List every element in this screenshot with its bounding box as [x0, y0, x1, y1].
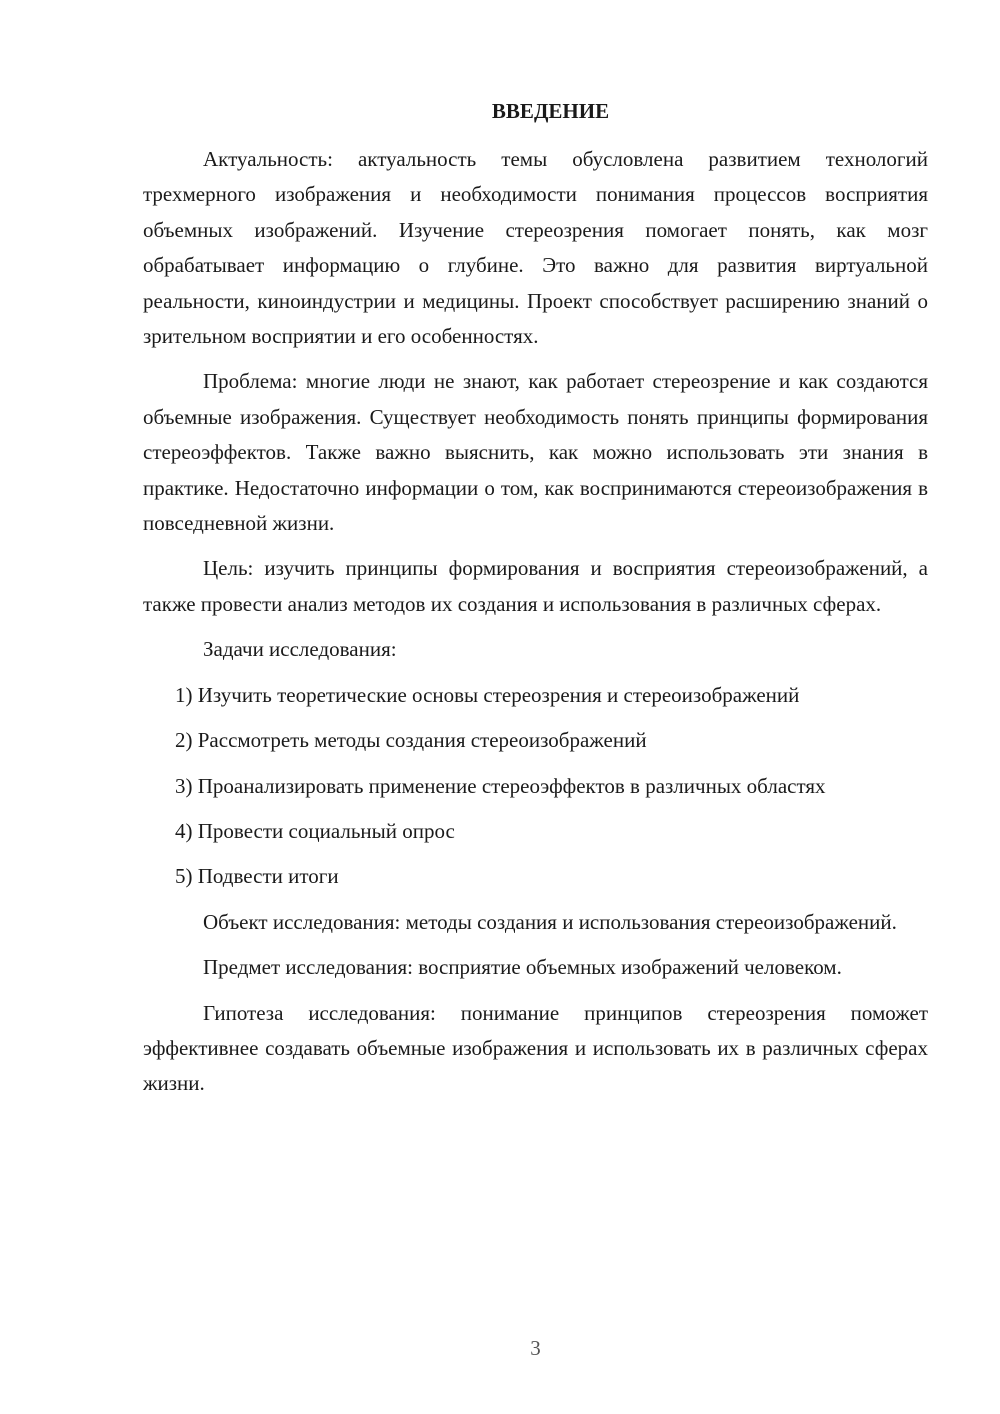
relevance-paragraph: Актуальность: актуальность темы обусловлена развитием технологий трехмерного изображения и необходимости понимания процессов восприятия объемных изображений. Изучение стереозрения помогает понять, как мозг обрабатывает информацию о глубине. Это важно для развития виртуальной реальности, киноиндустрии и медицины. Проект способствует расширению знаний о зрительном восприятии и его особенностях.	[143, 147, 928, 349]
task-item-2: 2) Рассмотреть методы создания стереоизображений	[175, 728, 647, 753]
document-page	[143, 0, 928, 1414]
hypothesis-paragraph: Гипотеза исследования: понимание принципов стереозрения поможет эффективнее создавать объемные изображения и использовать их в различных сферах жизни.	[143, 1000, 928, 1096]
problem-paragraph: Проблема: многие люди не знают, как работает стереозрение и как создаются объемные изображения. Существует необходимость понять принципы формирования стереоэффектов. Также важно выяснить, как можно использовать эти знания в практике. Недостаточно информации о том, как воспринимаются стереоизображения в повседневной жизни.	[143, 369, 928, 536]
subject-paragraph: Предмет исследования: восприятие объемных изображений человеком.	[203, 955, 842, 980]
task-item-3: 3) Проанализировать применение стереоэффектов в различных областях	[175, 773, 826, 798]
page-number: 3	[530, 1336, 541, 1360]
object-paragraph: Объект исследования: методы создания и использования стереоизображений.	[203, 909, 897, 934]
goal-paragraph: Цель: изучить принципы формирования и восприятия стереоизображений, а также провести анализ методов их создания и использования в различных сферах.	[143, 556, 928, 616]
task-item-5: 5) Подвести итоги	[175, 864, 339, 889]
task-item-1: 1) Изучить теоретические основы стереозрения и стереоизображений	[175, 682, 800, 707]
document-body	[143, 142, 928, 1112]
task-item-4: 4) Провести социальный опрос	[175, 818, 455, 843]
tasks-heading: Задачи исследования:	[203, 637, 397, 662]
page-title: ВВЕДЕНИЕ	[491, 99, 610, 123]
